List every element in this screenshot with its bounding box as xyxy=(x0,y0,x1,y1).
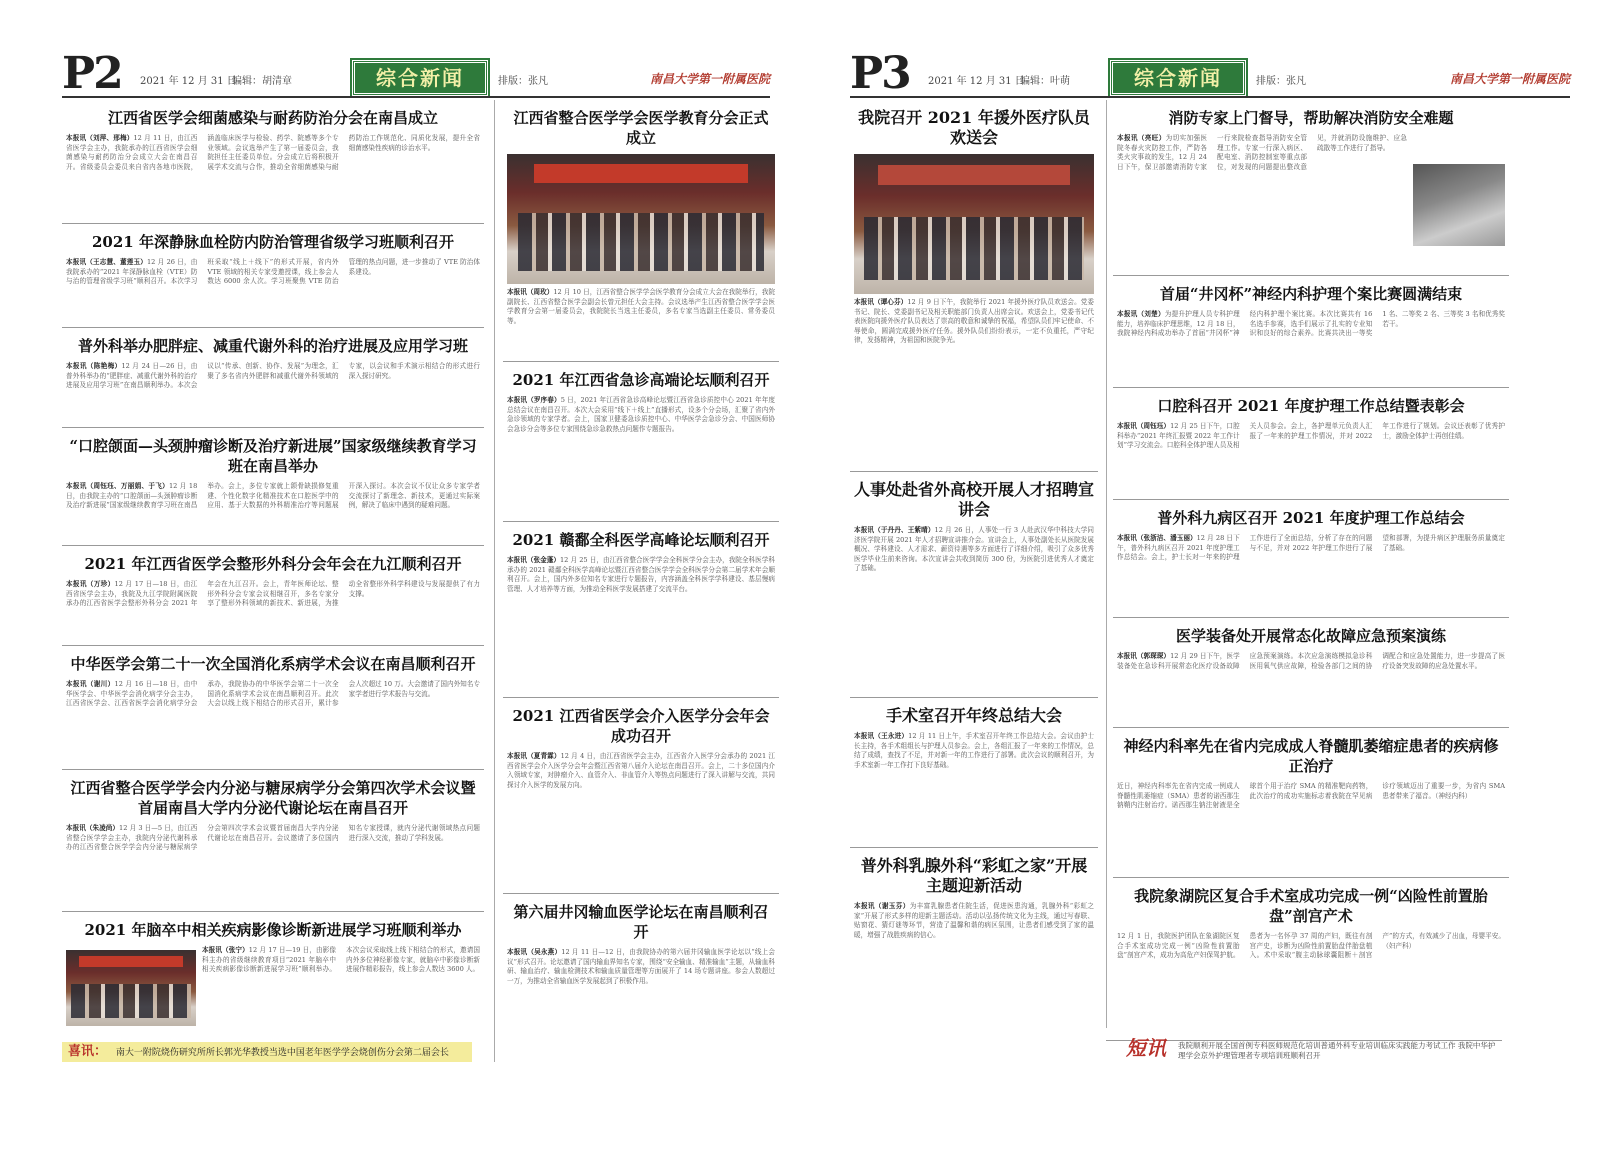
article-byline: 本报讯（朱凌尚） xyxy=(66,824,120,832)
article xyxy=(62,546,484,646)
article-title: 医学装备处开展常态化故障应急预案演练 xyxy=(1175,627,1446,645)
short-news-text: 我院顺利开展全国首例专科医师规范化培训普通外科专业培训临床实践能力考试工作 我院中华护理学会京外护理管理者专项培训班顺利召开 xyxy=(1178,1041,1496,1060)
article-title: 2021 江西省医学会介入医学分会年会成功召开 xyxy=(512,707,770,745)
article xyxy=(62,912,484,1036)
article xyxy=(62,100,484,224)
article-text: 12 月 4 日，由江西省医学会主办，江西省介入医学分会承办的 2021 江西省医学会介入医学分会年会暨江西省第八届介入论坛在南昌召开。会上，二十多位国内介入领域专家，对肿瘤介入、血管介入、非血管介入等热点问题进行了深入讲解与交流，共同探讨介入医学的发展方向。 xyxy=(507,752,775,789)
article-body xyxy=(66,134,480,172)
article-text: 12 月 11 日上午，手术室召开年终工作总结大会。会议由护士长主持，各手术组组长与护理人员参会。会上，各组汇报了一年来的工作情况，总结了成绩，查找了不足，并对新一年的工作进行了部署。此次会议的顺利召开，为手术室新一年工作打下良好基础。 xyxy=(854,732,1095,769)
article-text: 为丰富乳腺患者住院生活，促进医患沟通，乳腺外科“彩虹之家”开展了形式多样的迎新主题活动。活动以弘扬传统文化为主线，通过写春联、贴窗花、猜灯谜等环节，营造了温馨和谐的病区氛围，让患者们感受到了家的温暖，增强了战胜疾病的信心。 xyxy=(854,902,1095,939)
article-byline: 本报讯（谭心芬） xyxy=(854,298,908,306)
short-news-text: 南大一附院烧伤研究所所长郭光华教授当选中国老年医学学会烧创伤分会第二届会长 xyxy=(115,1048,449,1058)
article-text: 12 月 28 日下午，普外科九病区召开 2021 年度护理工作总结会。会上，护士长对一年来的护理工作进行了全面总结，分析了存在的问题与不足，并对 2022 年护理工作进行了展望和部署，为提升病区护理服务质量奠定了基础。 xyxy=(1117,534,1505,562)
issue-date: 2021 年 12 月 31 日 xyxy=(140,76,237,87)
article-byline: 本报讯（刘萍、邢梅） xyxy=(66,134,134,142)
article xyxy=(503,362,779,522)
article-text: 12 月 3 日—5 日，由江西省整合医学学会主办，我院内分泌代谢科承办的江西省整合医学学会内分泌与糖尿病学分会第四次学术会议暨首届南昌大学内分泌代谢论坛在南昌召开。会议邀请了多位国内知名专家授课，就内分泌代谢领域热点问题进行深入交流，推动了学科发展。 xyxy=(66,824,480,852)
article-text: 12 月 9 日下午，我院举行 2021 年援外医疗队员欢送会。党委书记、院长、党委副书记及相关职能部门负责人出席会议。欢送会上，党委书记代表医院向援外医疗队员表达了崇高的敬意和诚挚的祝福，希望队员们牢记使命、不辱使命，圆满完成援外医疗任务。援外队员们纷纷表示，一定不负重托，严守纪律，发扬精神，为祖国和医院争光。 xyxy=(854,298,1095,345)
article-byline: 本报讯（周玫） xyxy=(507,288,554,296)
article-body xyxy=(507,948,775,986)
article-byline: 本报讯（周钰珏） xyxy=(1117,422,1171,430)
article xyxy=(850,100,1098,472)
article-body xyxy=(854,902,1094,940)
article-body xyxy=(66,824,480,853)
article xyxy=(850,472,1098,698)
article-text: 12 月 29 日下午，医学装备处在急诊科开展常态化医疗设备故障应急预案演练。本次应急演练模拟急诊科医用氧气供应故障，检验各部门之间的协调配合和应急处置能力，进一步提高了医疗设备突发故障的应急处置水平。 xyxy=(1117,652,1505,670)
header-divider xyxy=(850,96,1570,98)
article xyxy=(1113,728,1509,878)
article-body xyxy=(507,396,775,434)
article-text: 为提升护理人员专科护理能力，培养临床护理思维，12 月 18 日，我院神经内科成功举办了首届“井冈杯”神经内科护理个案比赛。本次比赛共有 16 名选手参赛，选手们展示了扎实的专业知识和良好的综合素养。比赛共决出一等奖 1 名、二等奖 2 名、三等奖 3 名和优秀奖若干。 xyxy=(1117,310,1505,338)
article xyxy=(1113,388,1509,500)
article-body xyxy=(66,362,480,391)
left-column-a xyxy=(62,100,484,1036)
article-photo xyxy=(1413,164,1505,246)
article xyxy=(62,224,484,328)
article xyxy=(850,848,1098,1038)
article-text: 12 月 1 日，我院医护团队在象湖院区复合手术室成功完成一例“凶险性前置胎盘”剖宫产术，成功为高危产妇保驾护航。患者为一名怀孕 37 周的产妇，既往有剖宫产史，诊断为凶险性前置胎盘伴胎盘植入。术中采取“腹主动脉球囊阻断＋剖宫产”的方式，有效减少了出血，母婴平安。（妇产科） xyxy=(1117,932,1505,960)
article-photo xyxy=(66,950,196,1026)
article-text: 近日，神经内科率先在省内完成一例成人脊髓性肌萎缩症（SMA）患者的诺西那生钠鞘内注射治疗。诺西那生钠注射液是全球首个用于治疗 SMA 的精准靶向药物，此次治疗的成功实施标志着我院在罕见病诊疗领域迈出了重要一步，为省内 SMA 患者带来了福音。（神经内科） xyxy=(1117,782,1505,810)
article-byline: 本报讯（亮旺） xyxy=(1117,134,1166,142)
article-title: 江西省整合医学学会内分泌与糖尿病学分会第四次学术会议暨首届南昌大学内分泌代谢论坛在南昌召开 xyxy=(70,779,476,817)
article-title: 江西省整合医学学会医学教育分会正式成立 xyxy=(513,109,769,147)
article-title: 口腔科召开 2021 年度护理工作总结暨表彰会 xyxy=(1157,397,1465,415)
section-badge: 综合新闻 xyxy=(1110,60,1246,96)
article-title: 首届“井冈杯”神经内科护理个案比赛圆满结束 xyxy=(1159,285,1463,303)
article-text: 为切实加强医院冬春火灾防控工作，严防各类火灾事故的发生，12 月 24 日下午，保卫部邀请消防专家一行来院检查指导消防安全管理工作。专家一行深入病区、配电室、消防控制室等重点部位，对发现的问题提出整改意见，并就消防设施维护、应急疏散等工作进行了指导。 xyxy=(1117,134,1407,171)
article-title: 神经内科率先在省内完成成人脊髓肌萎缩症患者的疾病修正治疗 xyxy=(1123,737,1499,775)
editor-name: 编辑：胡清章 xyxy=(232,76,292,87)
article xyxy=(503,894,779,1062)
article-title: 我院召开 2021 年援外医疗队员欢送会 xyxy=(858,108,1090,147)
article xyxy=(503,522,779,698)
article xyxy=(1113,878,1509,1028)
article-body xyxy=(66,258,480,287)
article-body xyxy=(66,580,480,609)
left-column-b xyxy=(494,100,779,1062)
article-text: 12 月 25 日，由江西省整合医学学会全科医学分会主办，我院全科医学科承办的 2021 赣鄱全科医学高峰论坛暨江西省整合医学学会全科医学分会第二届学术年会顺利召开。会上，国内外多位知名专家进行专题报告，内容涵盖全科医学学科建设、基层慢病管理、人才培养等方面，为推动全科医学发展搭建了交流平台。 xyxy=(507,556,775,593)
article xyxy=(850,698,1098,848)
article-title: 我院象湖院区复合手术室成功完成一例“凶险性前置胎盘”剖宫产术 xyxy=(1134,887,1488,925)
article xyxy=(1113,500,1509,618)
article-body xyxy=(1117,782,1505,811)
article-text: 12 月 26 日，由我院承办的“2021 年深静脉血栓（VTE）防与治的管理省级学习班”顺利召开。本次学习班采取“线上＋线下”的形式开展，省内外 VTE 领域的相关专家受邀授课，线上参会人数达 6000 余人次。学习班聚焦 VTE 防治管理的热点问题，进一步推动了 VTE 防治体系建设。 xyxy=(66,258,480,286)
article-title: 普外科举办肥胖症、减重代谢外科的治疗进展及应用学习班 xyxy=(77,337,468,355)
article-body xyxy=(507,556,775,594)
article-title: 2021 赣鄱全科医学高峰论坛顺利召开 xyxy=(512,531,770,549)
article-text: 12 月 24 日—26 日，由普外科举办的“肥胖症、减重代谢外科的治疗进展及应用学习班”在南昌顺利举办。本次会议以“传承、创新、协作、发展”为理念，汇聚了多名省内外肥胖和减重代谢外科领域的专家，以会议和手术演示相结合的形式进行深入探讨研究。 xyxy=(66,362,480,390)
article-text: 5 日，2021 年江西省急诊高峰论坛暨江西省急诊质控中心 2021 年年度总结会议在南昌召开。本次大会采用“线下＋线上”直播形式，设多个分会场，汇聚了省内外急诊领域的专家学者。会上，国家卫健委急诊质控中心、中华医学会急诊分会、中国医师协会急诊分会等多位专家围绕急诊急救热点问题作专题报告。 xyxy=(507,396,776,433)
article-title: 第六届井冈输血医学论坛在南昌顺利召开 xyxy=(513,903,769,941)
article-byline: 本报讯（张金蓬） xyxy=(507,556,560,564)
article-text: 12 月 26 日，人事处一行 3 人赴武汉华中科技大学同济医学院开展 2021 年人才招聘宣讲推介会。宣讲会上，人事处副处长从医院发展概况、学科建设、人才需求、薪资待遇等多方面进行了详细介绍，吸引了众多优秀医学毕业生前来咨询。本次宣讲会共收到简历 300 份，为医院引进优秀人才奠定了基础。 xyxy=(854,526,1094,573)
article-byline: 本报讯（刘楚） xyxy=(1117,310,1165,318)
article-title: 普外科乳腺外科“彩虹之家”开展主题迎新活动 xyxy=(860,856,1088,895)
right-column-a xyxy=(850,100,1098,1038)
article-body xyxy=(854,732,1094,770)
article xyxy=(503,698,779,894)
article-body xyxy=(1117,534,1505,563)
article-text: 12 月 25 日下午，口腔科举办“2021 年终汇报暨 2022 年工作计划”学习交流会。口腔科全体护理人员及相关人员参会。会上，各护理单元负责人汇报了一年来的护理工作情况，并对 2022 年工作进行了规划。会议还表彰了优秀护士，激励全体护士再创佳绩。 xyxy=(1117,422,1505,450)
article xyxy=(503,100,779,362)
article-byline: 本报讯（于丹丹、王紫晴） xyxy=(854,526,935,534)
article-body xyxy=(1117,310,1505,339)
article-body xyxy=(1117,932,1505,961)
article-text: 12 月 17 日—18 日，由江西省医学会主办，我院及九江学院附属医院承办的江西省医学会整形外科分会 2021 年年会在九江召开。会上，青年医师论坛、整形外科分会专家会议相继召开，多名专家分享了整形外科领域的新技术、新进展，为推动全省整形外科学科建设与发展提供了有力支撑。 xyxy=(66,580,480,608)
article-byline: 本报讯（谢川） xyxy=(66,680,115,688)
article-byline: 本报讯（王志慧、董莲玉） xyxy=(66,258,147,266)
article-title: 普外科九病区召开 2021 年度护理工作总结会 xyxy=(1157,509,1465,527)
article-byline: 本报讯（王永进） xyxy=(854,732,909,740)
short-news-label: 短讯 xyxy=(1126,1036,1166,1060)
hospital-name: 南昌大学第一附属医院 xyxy=(649,72,770,86)
article xyxy=(62,646,484,770)
page-number: P3 xyxy=(850,48,910,99)
article-body xyxy=(1117,422,1505,451)
article-title: 2021 年脑卒中相关疾病影像诊断新进展学习班顺利举办 xyxy=(84,921,462,939)
article-text: 12 月 11 日，由江西省医学会主办，我院承办的江西省医学会细菌感染与耐药防治分会成立大会在南昌召开。省级委员会委员来自省内各地市医院，涵盖临床医学与检验、药学、院感等多个专业领域。会议选举产生了第一届委员会，我院担任主任委员单位。分会成立后将积极开展学术交流与合作，推动全省细菌感染与耐药防治工作规范化、同质化发展，提升全省细菌感染性疾病的诊治水平。 xyxy=(66,134,480,171)
article-byline: 本报讯（谢玉芬） xyxy=(854,902,910,910)
article-byline: 本报讯（罗序春） xyxy=(507,396,561,404)
page-header xyxy=(62,48,770,99)
article-title: 手术室召开年终总结大会 xyxy=(885,706,1062,725)
article-text: 12 月 11 日—12 日，由我院协办的第六届井冈输血医学论坛以“线上会议”形式召开。论坛邀请了国内输血界知名专家，围绕“安全输血、精准输血”主题，从输血科研、输血治疗、输血检测技术和输血质量管理等方面展开了 14 场专题讲座。参会人数超过一万，为推动全省输血医学发展起到了积极作用。 xyxy=(507,948,776,985)
article-title: “口腔颌面—头颈肿瘤诊断及治疗新进展”国家级继续教育学习班在南昌举办 xyxy=(69,437,477,475)
short-news-bar xyxy=(62,1042,472,1062)
article-title: 2021 年江西省医学会整形外科分会年会在九江顺利召开 xyxy=(84,555,462,573)
article-title: 江西省医学会细菌感染与耐药防治分会在南昌成立 xyxy=(107,109,438,127)
article-text: 12 月 16 日—18 日，由中华医学会、中华医学会消化病学分会主办，江西省医学会、江西省医学会消化病学分会承办，我院协办的中华医学会第二十一次全国消化系病学术会议在南昌顺利召开。此次大会以线上线下相结合的形式召开，累计参会人次超过 10 万。大会邀请了国内外知名专家学者进行学术报告与交流。 xyxy=(66,680,480,708)
article-title: 人事处赴省外高校开展人才招聘宣讲会 xyxy=(854,480,1095,519)
layout-editor: 排版：张凡 xyxy=(498,76,548,87)
article-byline: 本报讯（夏青霖） xyxy=(507,752,561,760)
article-body xyxy=(202,946,480,1030)
article xyxy=(1113,618,1509,728)
article xyxy=(62,770,484,912)
article-body xyxy=(854,298,1094,346)
article-body xyxy=(1117,652,1505,671)
article-body xyxy=(1117,134,1407,246)
article-text: 12 月 17 日—19 日，由影像科主办的省级继续教育项目“2021 年脑卒中相关疾病影像诊断新进展学习班”顺利举办。本次会议采取线上线下相结合的形式，邀请国内外多位神经影像专家，就脑卒中影像诊断新进展作精彩报告，线上参会人数达 3600 人。 xyxy=(202,946,480,974)
hospital-name: 南昌大学第一附属医院 xyxy=(1449,72,1570,86)
article-byline: 本报讯（张浙洁、潘玉丽） xyxy=(1117,534,1197,542)
article-text: 12 月 10 日，江西省整合医学学会医学教育分会成立大会在我院举行，我院副院长、江西省整合医学会副会长曾元担任大会主持。会议选举产生江西省整合医学学会医学教育分会第一届委员会，我院院长当选主任委员，多名专家当选副主任委员、常务委员等。 xyxy=(507,288,775,325)
article-byline: 本报讯（郭琛琛） xyxy=(1117,652,1171,660)
article-title: 2021 年江西省急诊高端论坛顺利召开 xyxy=(512,371,770,389)
issue-date: 2021 年 12 月 31 日 xyxy=(928,76,1025,87)
article xyxy=(62,428,484,546)
editor-name: 编辑：叶萌 xyxy=(1020,76,1070,87)
article-body xyxy=(507,288,775,326)
article-title: 2021 年深静脉血栓防内防治管理省级学习班顺利召开 xyxy=(92,233,454,251)
header-divider xyxy=(62,96,770,98)
page-header xyxy=(850,48,1570,99)
page-p3 xyxy=(800,0,1600,1155)
article-photo xyxy=(854,154,1094,294)
article-body xyxy=(66,680,480,709)
layout-editor: 排版：张凡 xyxy=(1256,76,1306,87)
article-body xyxy=(507,752,775,790)
article-photo xyxy=(507,154,775,284)
page-number: P2 xyxy=(62,48,122,99)
article xyxy=(1113,100,1509,276)
article-byline: 本报讯（周钰珏、万丽娟、于飞） xyxy=(66,482,169,490)
section-badge: 综合新闻 xyxy=(352,60,488,96)
article xyxy=(62,328,484,428)
article xyxy=(1113,276,1509,388)
article-byline: 本报讯（张宁） xyxy=(202,946,249,954)
article-title: 消防专家上门督导，帮助解决消防安全难题 xyxy=(1168,109,1454,127)
article-text: 12 月 18 日，由我院主办的“口腔颌面—头颈肿瘤诊断及治疗新进展”国家级继续教育学习班在南昌举办。会上，多位专家就上颌骨缺损修复重建、个性化数字化精准技术在口腔医学中的应用、基于大数据的外科精准治疗等问题展开深入探讨。本次会议不仅让众多专家学者交流探讨了新理念、新技术，更通过实际案例，解决了临床中遇到的疑难问题。 xyxy=(66,482,480,510)
article-body xyxy=(66,482,480,511)
article-byline: 本报讯（万珍） xyxy=(66,580,115,588)
article-body xyxy=(854,526,1094,574)
short-news-label: 喜讯： xyxy=(68,1044,108,1059)
article-title: 中华医学会第二十一次全国消化系病学术会议在南昌顺利召开 xyxy=(70,655,476,673)
right-column-b xyxy=(1106,100,1509,1028)
article-byline: 本报讯（吴永燕） xyxy=(507,948,562,956)
short-news-box xyxy=(1106,1036,1502,1069)
article-byline: 本报讯（陈艳梅） xyxy=(66,362,122,370)
